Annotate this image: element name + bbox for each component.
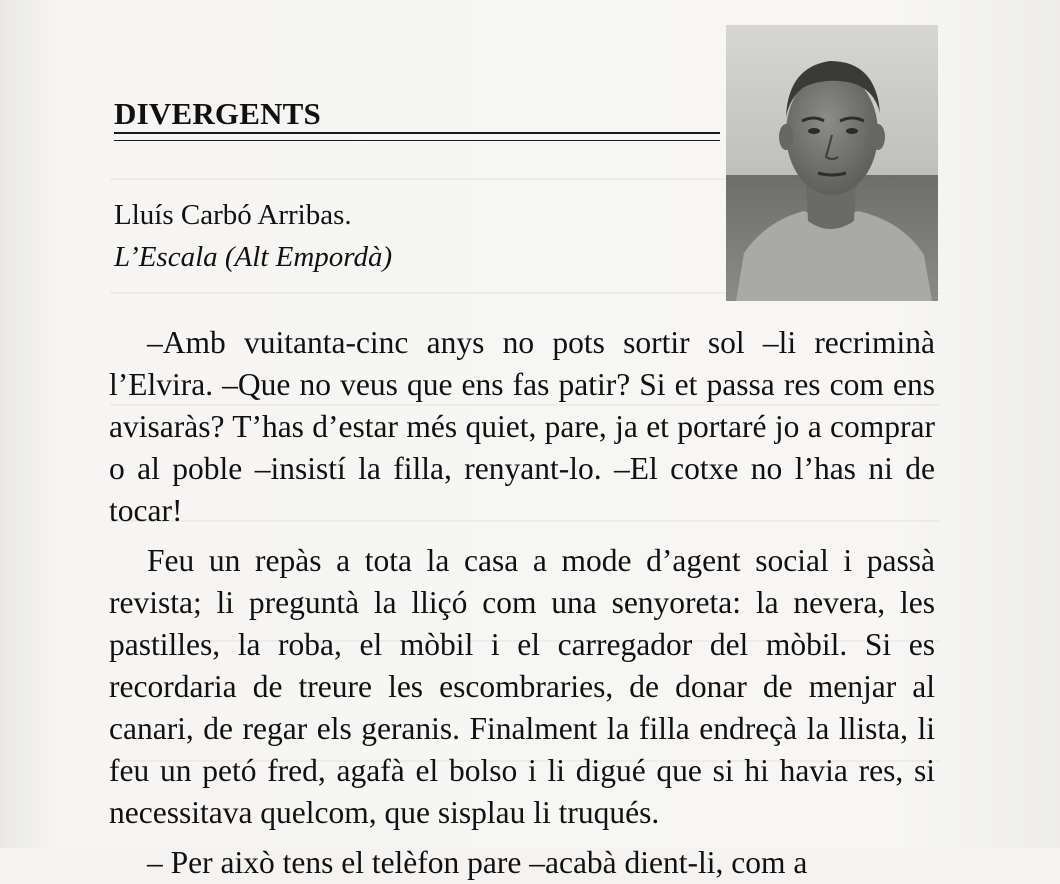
author-place: L’Escala (Alt Empordà): [114, 241, 393, 273]
author-photo: [726, 25, 938, 301]
story-paragraph-3: – Per això tens el telèfon pare –acabà dient-li, com a: [147, 845, 808, 880]
title-underline: [114, 132, 720, 134]
author-name: Lluís Carbó Arribas.: [114, 199, 352, 231]
story-paragraph-1: –Amb vuitanta-cinc anys no pots sortir sol –li recriminà l’Elvira. –Que no veus que ens fas patir? Si et passa res com ens avisaràs? T’has d’estar més quiet, pare, ja et portaré jo a comprar o al poble –insistí la filla, renyant-lo. –El cotxe no l’has ni de tocar!: [109, 325, 935, 528]
author-photo-icon: [726, 25, 938, 301]
title-underline-thin: [114, 140, 720, 141]
section-title: DIVERGENTS: [114, 96, 321, 131]
story-paragraph-2: Feu un repàs a tota la casa a mode d’agent social i passà revista; li preguntà la lliçó com una senyoreta: la nevera, les pastilles, la roba, el mòbil i el carregador del mòbil. Si es recordaria de treure les escombraries, de donar de menjar al canari, de regar els geranis. Finalment la filla endreçà la llista, li feu un petó fred, agafà el bolso i li digué que si hi havia res, si necessitava quelcom, que sisplau li truqués.: [109, 543, 935, 830]
story-text: [109, 322, 935, 884]
